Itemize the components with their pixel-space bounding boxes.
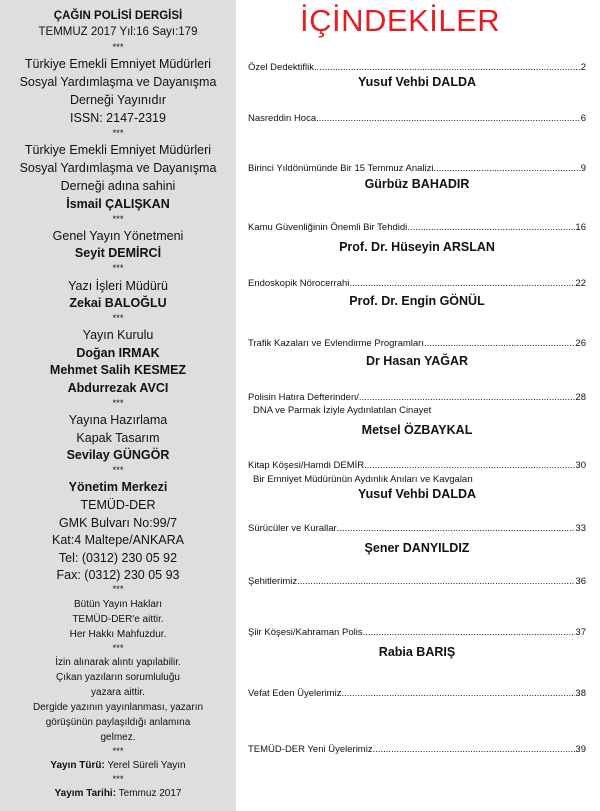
publisher-line: Türkiye Emekli Emniyet Müdürleri [24, 57, 212, 71]
entry-page: 36 [575, 576, 586, 587]
entry-author: Rabia BARIŞ [378, 645, 456, 659]
toc-entry[interactable] [248, 62, 586, 73]
leader-dots [314, 62, 581, 73]
entry-subtitle: DNA ve Parmak İziyle Aydınlatılan Cinayet [253, 405, 432, 416]
toc-entry[interactable] [248, 744, 586, 755]
date-label: Yayım Tarihi: [54, 788, 117, 799]
entry-title: Kitap Köşesi/Hamdi DEMİR [248, 460, 365, 471]
cover-label: Kapak Tasarım [76, 431, 160, 445]
board-member: Mehmet Salih KESMEZ [49, 363, 187, 377]
owner-line: Sosyal Yardımlaşma ve Dayanışma [19, 161, 217, 175]
leader-dots [363, 627, 576, 638]
board-member: Doğan IRMAK [76, 346, 160, 360]
entry-page: 38 [575, 688, 586, 699]
entry-page: 30 [575, 460, 586, 471]
leader-dots [373, 744, 576, 755]
office-line: TEMÜD-DER [80, 498, 156, 512]
leader-dots [359, 392, 576, 403]
quote-line: İzin alınarak alıntı yapılabilir. [55, 657, 181, 668]
entry-title: Birinci Yıldönümünde Bir 15 Temmuz Analizi [248, 163, 434, 174]
toc-entry[interactable] [248, 222, 586, 233]
entry-title: Vefat Eden Üyelerimiz [248, 688, 342, 699]
quote-line: Çıkan yazıların sorumluluğu [56, 672, 180, 683]
separator: *** [112, 584, 124, 595]
toc-entry[interactable] [248, 163, 586, 174]
toc-entry[interactable] [248, 278, 586, 289]
toc-entry[interactable] [248, 576, 586, 587]
entry-page: 16 [575, 222, 586, 233]
entry-page: 37 [575, 627, 586, 638]
office-line: GMK Bulvarı No:99/7 [58, 516, 178, 530]
leader-dots [349, 278, 575, 289]
prep-name: Sevilay GÜNGÖR [66, 448, 170, 462]
entry-page: 2 [580, 62, 586, 73]
leader-dots [434, 163, 581, 174]
separator: *** [112, 128, 124, 139]
entry-title: Özel Dedektiflik [248, 62, 314, 73]
editor-label: Yazı İşleri Müdürü [68, 279, 168, 293]
editor-name: Zekai BALOĞLU [69, 296, 167, 310]
rights-line: Her Hakkı Mahfuzdur. [69, 629, 167, 640]
board-member: Abdurrezak AVCI [67, 381, 169, 395]
leader-dots [424, 338, 575, 349]
leader-dots [364, 460, 575, 471]
separator: *** [112, 774, 124, 785]
entry-title: TEMÜD-DER Yeni Üyelerimiz [248, 744, 373, 755]
magazine-name: ÇAĞIN POLİSİ DERGİSİ [53, 10, 183, 22]
leader-dots [316, 113, 581, 124]
masthead-panel [0, 0, 236, 811]
leader-dots [341, 688, 575, 699]
separator: *** [112, 214, 124, 225]
separator: *** [112, 643, 124, 654]
office-fax: Fax: (0312) 230 05 93 [56, 568, 180, 582]
entry-title: Şiir Köşesi/Kahraman Polis [248, 627, 363, 638]
board-label: Yayın Kurulu [82, 328, 154, 342]
publication-type [0, 760, 236, 771]
entry-author: Şener DANYILDIZ [364, 541, 470, 555]
toc-entry[interactable] [248, 338, 586, 349]
entry-page: 26 [575, 338, 586, 349]
owner-line: Türkiye Emekli Emniyet Müdürleri [24, 143, 212, 157]
separator: *** [112, 465, 124, 476]
toc-title: İÇİNDEKİLER [300, 3, 501, 38]
entry-page: 39 [575, 744, 586, 755]
separator: *** [112, 746, 124, 757]
issue-info: TEMMUZ 2017 Yıl:16 Sayı:179 [38, 26, 198, 38]
prep-label: Yayına Hazırlama [68, 413, 168, 427]
type-label: Yayın Türü: [50, 760, 105, 771]
rights-line: TEMÜD-DER'e aittir. [72, 614, 164, 625]
entry-subtitle: Bir Emniyet Müdürünün Aydınlık Anıları ve Kavgaları [253, 474, 474, 485]
entry-title: Nasreddin Hoca [248, 113, 317, 124]
office-line: Kat:4 Maltepe/ANKARA [51, 533, 184, 547]
entry-title: Kamu Güvenliğinin Önemli Bir Tehdidi [248, 222, 408, 233]
entry-page: 22 [575, 278, 586, 289]
owner-line: Derneği adına sahini [60, 179, 176, 193]
entry-page: 9 [580, 163, 586, 174]
entry-title: Şehitlerimiz [248, 576, 298, 587]
toc-entry[interactable] [248, 523, 586, 534]
owner-name: İsmail ÇALIŞKAN [66, 197, 170, 211]
toc-entry[interactable] [248, 688, 586, 699]
quote-line: gelmez. [100, 732, 136, 743]
publisher-line: Sosyal Yardımlaşma ve Dayanışma [19, 75, 217, 89]
separator: *** [112, 398, 124, 409]
publisher-line: Derneği Yayınıdır [69, 93, 167, 107]
leader-dots [337, 523, 576, 534]
separator: *** [112, 313, 124, 324]
leader-dots [297, 576, 575, 587]
entry-author: Yusuf Vehbi DALDA [357, 487, 477, 501]
separator: *** [112, 42, 124, 53]
quote-line: görüşünün paylaşıldığı anlamına [45, 717, 191, 728]
separator: *** [112, 263, 124, 274]
quote-line: Dergide yazının yayınlanması, yazarın [32, 702, 204, 713]
entry-page: 33 [575, 523, 586, 534]
entry-title: Trafik Kazaları ve Evlendirme Programları [248, 338, 424, 349]
entry-author: Prof. Dr. Hüseyin ARSLAN [339, 240, 495, 254]
entry-author: Dr Hasan YAĞAR [365, 354, 469, 368]
publication-date [0, 788, 236, 799]
entry-page: 6 [580, 113, 586, 124]
toc-entry[interactable] [248, 627, 586, 638]
entry-author: Metsel ÖZBAYKAL [361, 423, 473, 437]
office-phone: Tel: (0312) 230 05 92 [58, 551, 178, 565]
entry-page: 28 [575, 392, 586, 403]
gm-name: Seyit DEMİRCİ [74, 246, 162, 260]
toc-entry[interactable] [248, 113, 586, 124]
entry-title: Endoskopik Nörocerrahi [248, 278, 350, 289]
leader-dots [407, 222, 575, 233]
office-label: Yönetim Merkezi [68, 480, 168, 494]
entry-title: Polisin Hatıra Defterinden/ [248, 392, 359, 403]
entry-author: Gürbüz BAHADIR [364, 177, 470, 191]
entry-author: Prof. Dr. Engin GÖNÜL [349, 294, 485, 308]
issn: ISSN: 2147-2319 [70, 111, 166, 125]
entry-title: Sürücüler ve Kurallar [248, 523, 337, 534]
date-value: Temmuz 2017 [118, 788, 182, 799]
type-value: Yerel Süreli Yayın [107, 760, 186, 771]
quote-line: yazara aittir. [91, 687, 145, 698]
toc-entry[interactable] [248, 460, 586, 471]
rights-line: Bütün Yayın Hakları [73, 599, 162, 610]
gm-label: Genel Yayın Yönetmeni [52, 229, 184, 243]
toc-entry[interactable] [248, 392, 586, 403]
entry-author: Yusuf Vehbi DALDA [357, 75, 477, 89]
